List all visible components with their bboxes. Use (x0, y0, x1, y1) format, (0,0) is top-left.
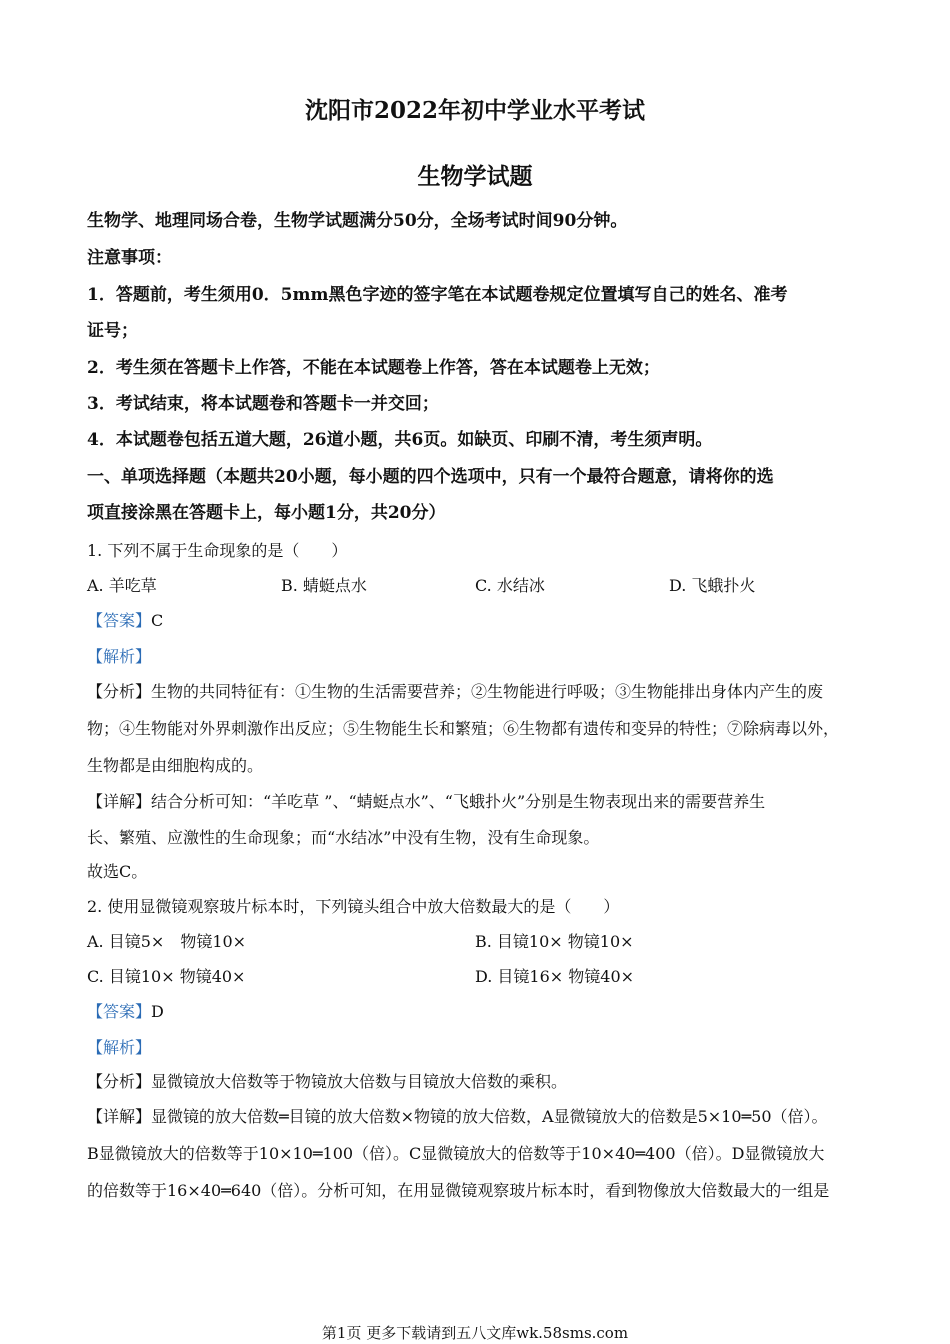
question-option: A. 目镜5× 物镜10× (87, 932, 247, 951)
notice-line: 证号； (87, 321, 138, 341)
analysis-line: 【分析】生物的共同特征有：①生物的生活需要营养；②生物能进行呼吸；③生物能排出身体内产生的废 (87, 682, 824, 701)
answer-line (87, 1001, 164, 1023)
detail-line: B显微镜放大的倍数等于10×10═100（倍）。C显微镜放大的倍数等于10×40═400（倍）。D显微镜放大 (87, 1144, 825, 1163)
analysis-line: 生物都是由细胞构成的。 (87, 756, 264, 775)
section-heading: 项直接涂黑在答题卡上，每小题1分，共20分） (87, 503, 446, 523)
page-title: 沈阳市2022年初中学业水平考试 (304, 97, 645, 124)
question-option: D. 目镜16× 物镜40× (475, 967, 635, 986)
detail-line: 长、繁殖、应激性的生命现象；而“水结冰”中没有生物，没有生命现象。 (87, 828, 600, 847)
question-option: C. 目镜10× 物镜40× (87, 967, 246, 986)
notice-line: 4．本试题卷包括五道大题，26道小题，共6页。如缺页、印刷不清，考生须声明。 (87, 430, 713, 450)
question-option: B. 蜻蜓点水 (281, 576, 367, 595)
analysis-tag: 【解析】 (87, 647, 152, 666)
analysis-line: 物；④生物能对外界刺激作出反应；⑤生物能生长和繁殖；⑥生物都有遗传和变异的特性；⑦除病毒以外， (87, 719, 840, 738)
question-option: B. 目镜10× 物镜10× (475, 932, 634, 951)
answer-tag: 【答案】 (87, 611, 152, 630)
detail-line: 【详解】显微镜的放大倍数═目镜的放大倍数×物镜的放大倍数，A显微镜放大的倍数是5×10═50（倍）。 (87, 1107, 828, 1126)
question-option: C. 水结冰 (475, 576, 545, 595)
notice-line: 2．考生须在答题卡上作答，不能在本试题卷上作答，答在本试题卷上无效； (87, 358, 660, 378)
notice-line: 3．考试结束，将本试题卷和答题卡一并交回； (87, 394, 439, 414)
question-option: D. 飞蛾扑火 (669, 576, 756, 595)
intro-text: 生物学、地理同场合卷，生物学试题满分50分，全场考试时间90分钟。 (87, 211, 628, 231)
answer-value: D (151, 1002, 164, 1021)
section-heading: 一、单项选择题（本题共20小题，每小题的四个选项中，只有一个最符合题意，请将你的选 (87, 467, 774, 487)
detail-line: 故选C。 (87, 862, 148, 881)
analysis-tag: 【解析】 (87, 1038, 152, 1057)
analysis-line: 【分析】显微镜放大倍数等于物镜放大倍数与目镜放大倍数的乘积。 (87, 1072, 568, 1091)
page-footer: 第1页 更多下载请到五八文库wk.58sms.com (321, 1324, 629, 1342)
answer-line (87, 610, 163, 632)
detail-line: 的倍数等于16×40═640（倍）。分析可知，在用显微镜观察玻片标本时，看到物像放大倍数最大的一组是 (87, 1181, 830, 1200)
question-option: A. 羊吃草 (87, 576, 157, 595)
page-subtitle: 生物学试题 (417, 163, 533, 190)
answer-tag: 【答案】 (87, 1002, 152, 1021)
detail-line: 【详解】结合分析可知：“羊吃草 ”、“蜻蜓点水”、“飞蛾扑火”分别是生物表现出来的需要营养生 (87, 792, 766, 811)
notice-line: 1．答题前，考生须用0．5mm黑色字迹的签字笔在本试题卷规定位置填写自己的姓名、准考 (87, 285, 788, 305)
notice-heading: 注意事项： (87, 248, 172, 268)
question-stem: 1. 下列不属于生命现象的是（ ） (87, 541, 348, 560)
question-stem: 2. 使用显微镜观察玻片标本时，下列镜头组合中放大倍数最大的是（ ） (87, 897, 620, 916)
answer-value: C (151, 611, 164, 630)
